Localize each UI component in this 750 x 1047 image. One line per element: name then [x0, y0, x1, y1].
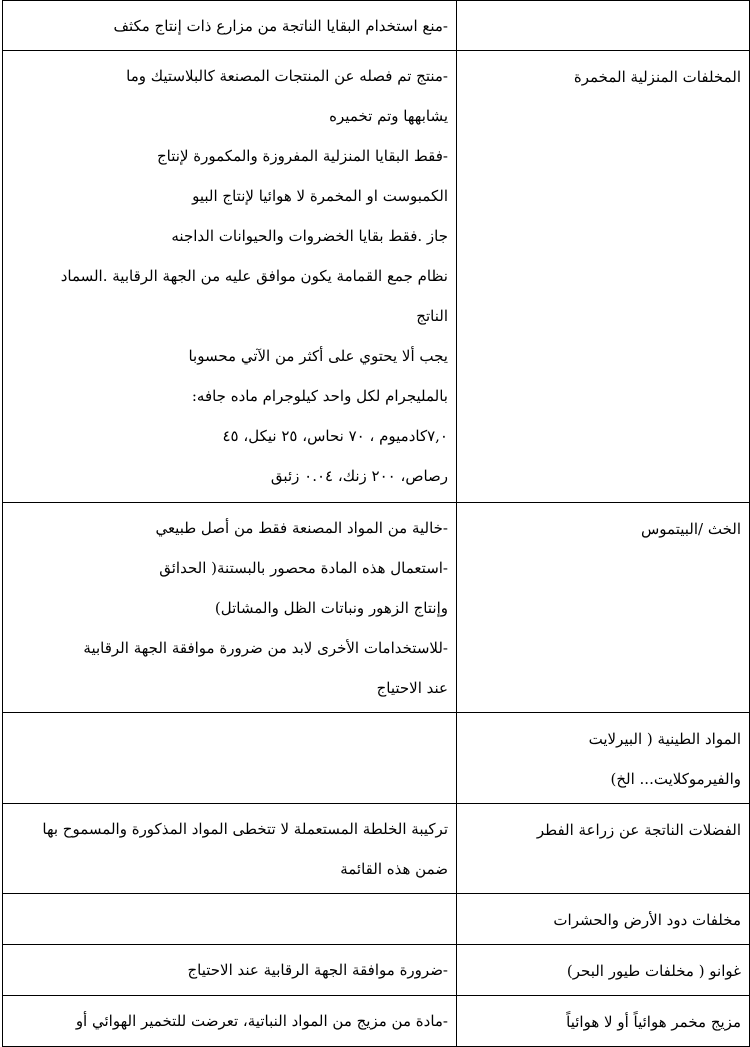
requirements-cell — [3, 996, 457, 1047]
category-cell — [457, 894, 750, 945]
category-line: الخث /البيتموس — [640, 520, 741, 538]
requirement-line: تركيبة الخلطة المستعملة لا تتخطى المواد المذكورة والمسموح بها — [42, 820, 448, 838]
category-text — [457, 1, 749, 11]
table-row — [3, 713, 750, 804]
category-text — [457, 503, 749, 553]
requirement-line: بالمليجرام لكل واحد كيلوجرام ماده جافه: — [191, 387, 448, 405]
category-line: الفضلات الناتجة عن زراعة الفطر — [536, 821, 741, 839]
table-row — [3, 996, 750, 1047]
category-line: غوانو ( مخلفات طيور البحر) — [566, 962, 741, 980]
requirements-text — [3, 1, 456, 50]
requirement-line: وإنتاج الزهور ونباتات الظل والمشاتل) — [214, 599, 448, 617]
requirements-text — [3, 996, 456, 1045]
requirements-cell — [3, 503, 457, 713]
category-text — [457, 51, 749, 101]
requirements-text — [3, 894, 456, 903]
table-row — [3, 51, 750, 503]
category-cell — [457, 1, 750, 51]
category-line: مزيج مخمر هوائياً أو لا هوائياً — [566, 1013, 741, 1031]
category-line: والفيرموكلايت... الخ) — [610, 770, 741, 788]
requirement-line: -خالية من المواد المصنعة فقط من أصل طبيعي — [155, 519, 448, 537]
requirements-text — [3, 945, 456, 994]
table-row — [3, 804, 750, 894]
category-cell — [457, 713, 750, 804]
category-text — [457, 894, 749, 944]
requirements-cell — [3, 894, 457, 945]
requirement-line: ضمن هذه القائمة — [340, 860, 448, 878]
requirement-line: -منع استخدام البقايا الناتجة من مزارع ذات إنتاج مكثف — [113, 17, 448, 35]
requirement-line: نظام جمع القمامة يكون موافق عليه من الجهة الرقابية .السماد — [60, 267, 448, 285]
requirements-text — [3, 804, 456, 893]
requirement-line: -ضرورة موافقة الجهة الرقابية عند الاحتياج — [187, 961, 448, 979]
table-row — [3, 503, 750, 713]
requirement-line: ٧,٠كادميوم ، ٧٠ نحاس، ٢٥ نيكل، ٤٥ — [222, 427, 448, 445]
requirement-line: جاز .فقط بقايا الخضروات والحيوانات الداجنه — [171, 227, 448, 245]
requirements-cell — [3, 804, 457, 894]
requirements-cell — [3, 51, 457, 503]
category-cell — [457, 945, 750, 996]
requirements-text — [3, 503, 456, 712]
category-text — [457, 996, 749, 1046]
requirement-line: -للاستخدامات الأخرى لابد من ضرورة موافقة الجهة الرقابية — [83, 639, 448, 657]
requirement-line: -فقط البقايا المنزلية المفروزة والمكمورة لإنتاج — [156, 147, 448, 165]
requirement-line: -استعمال هذه المادة محصور بالبستنة( الحدائق — [159, 559, 448, 577]
category-text — [457, 804, 749, 854]
requirement-line: رصاص، ٢٠٠ زنك، ٠.٠٤ زئبق — [270, 467, 448, 485]
requirements-text — [3, 713, 456, 722]
category-cell — [457, 51, 750, 503]
requirement-line: يجب ألا يحتوي على أكثر من الآتي محسوبا — [188, 347, 448, 365]
table-body — [3, 1, 750, 1047]
category-cell — [457, 804, 750, 894]
table-row — [3, 945, 750, 996]
requirement-line: -مادة من مزيج من المواد النباتية، تعرضت للتخمير الهوائي أو — [75, 1012, 448, 1030]
category-line: مخلفات دود الأرض والحشرات — [553, 911, 741, 929]
table-row — [3, 1, 750, 51]
requirement-line: -منتج تم فصله عن المنتجات المصنعة كالبلاستيك وما — [126, 67, 448, 85]
category-line: المخلفات المنزلية المخمرة — [573, 68, 741, 86]
requirements-text — [3, 51, 456, 500]
requirements-cell — [3, 945, 457, 996]
table-row — [3, 894, 750, 945]
requirements-cell — [3, 713, 457, 804]
regulations-table — [2, 0, 750, 1047]
requirement-line: الكمبوست او المخمرة لا هوائيا لإنتاج البيو — [192, 187, 448, 205]
category-line: المواد الطينية ( البيرلايت — [588, 730, 741, 748]
requirement-line: الناتج — [416, 307, 448, 325]
requirements-cell — [3, 1, 457, 51]
category-cell — [457, 503, 750, 713]
category-cell — [457, 996, 750, 1047]
requirement-line: عند الاحتياج — [376, 679, 448, 697]
requirement-line: يشابهها وتم تخميره — [329, 107, 448, 125]
category-text — [457, 713, 749, 803]
category-text — [457, 945, 749, 995]
